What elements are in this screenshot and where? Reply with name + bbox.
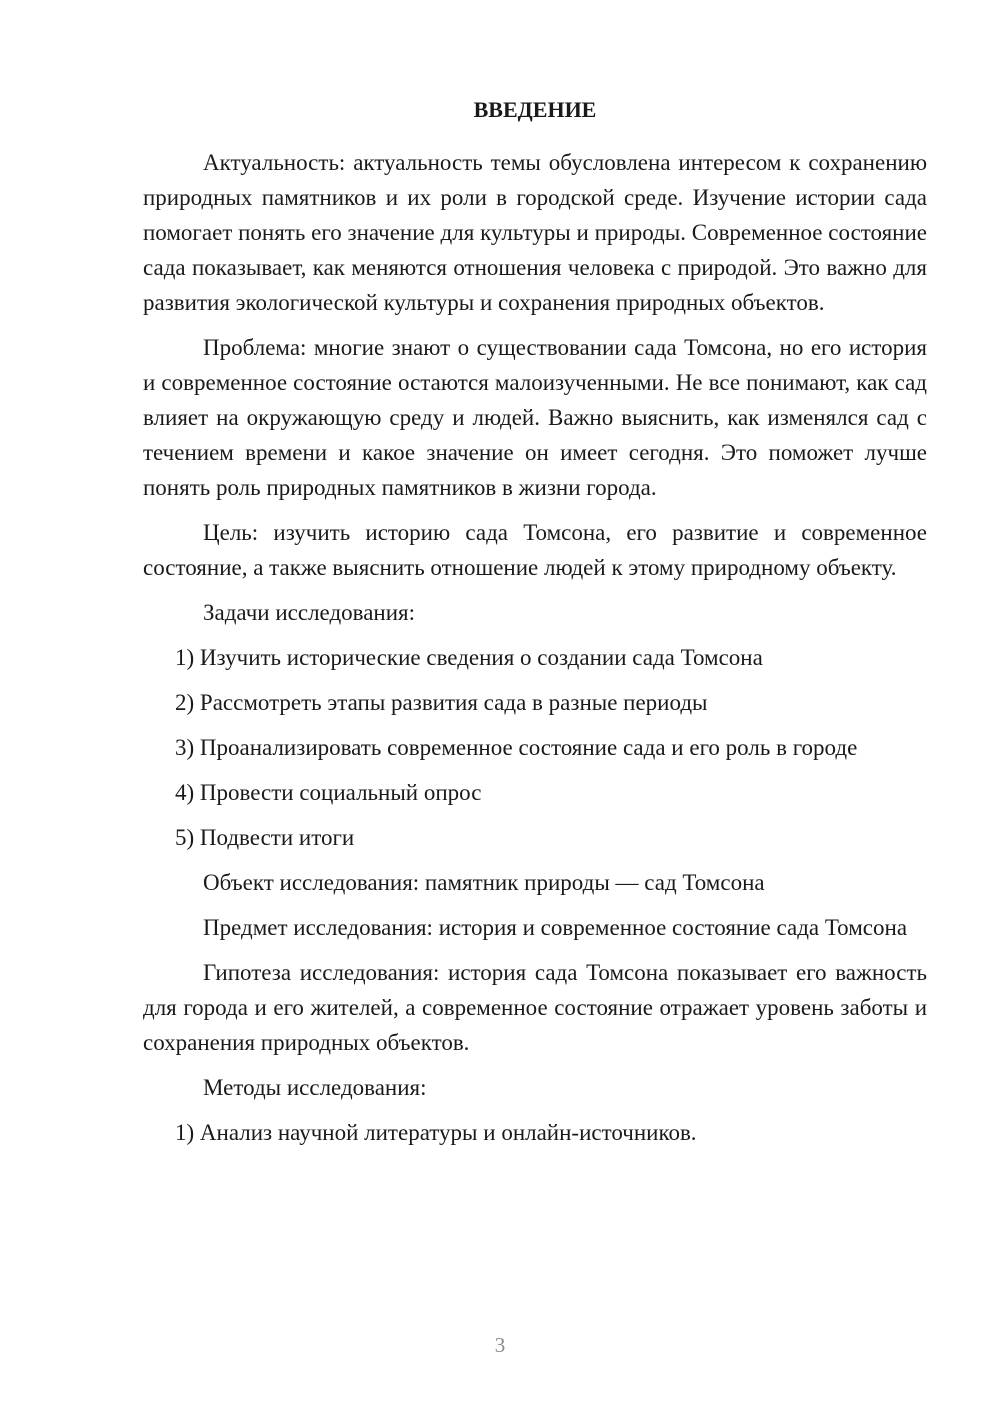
goal-paragraph: Цель: изучить историю сада Томсона, его развитие и современное состояние, а также выяснить отношение людей к этому природному объекту. — [143, 520, 927, 580]
section-heading: ВВЕДЕНИЕ — [473, 97, 597, 122]
task-item: 5) Подвести итоги — [175, 825, 355, 850]
task-item: 1) Изучить исторические сведения о создании сада Томсона — [175, 645, 763, 670]
task-item: 4) Провести социальный опрос — [175, 780, 482, 805]
subject-paragraph: Предмет исследования: история и современное состояние сада Томсона — [203, 915, 908, 940]
problem-paragraph: Проблема: многие знают о существовании сада Томсона, но его история и современное состояние остаются малоизученными. Не все понимают, как сад влияет на окружающую среду и людей. Важно выяснить, как изменялся сад с течением времени и какое значение он имеет сегодня. Это поможет лучше понять роль природных памятников в жизни города. — [143, 335, 927, 500]
page-number: 3 — [494, 1333, 506, 1357]
task-item: 2) Рассмотреть этапы развития сада в разные периоды — [175, 690, 708, 715]
tasks-list — [143, 640, 927, 855]
document-page — [143, 95, 927, 1160]
object-paragraph: Объект исследования: памятник природы — сад Томсона — [203, 870, 765, 895]
methods-list — [143, 1115, 927, 1150]
relevance-paragraph: Актуальность: актуальность темы обусловлена интересом к сохранению природных памятников и их роли в городской среде. Изучение истории сада помогает понять его значение для культуры и природы. Современное состояние сада показывает, как меняются отношения человека с природой. Это важно для развития экологической культуры и сохранения природных объектов. — [143, 150, 927, 315]
methods-heading: Методы исследования: — [203, 1075, 427, 1100]
tasks-heading: Задачи исследования: — [203, 600, 416, 625]
task-item: 3) Проанализировать современное состояние сада и его роль в городе — [175, 735, 858, 760]
method-item: 1) Анализ научной литературы и онлайн-источников. — [175, 1120, 697, 1145]
hypothesis-paragraph: Гипотеза исследования: история сада Томсона показывает его важность для города и его жителей, а современное состояние отражает уровень заботы и сохранения природных объектов. — [143, 960, 927, 1055]
